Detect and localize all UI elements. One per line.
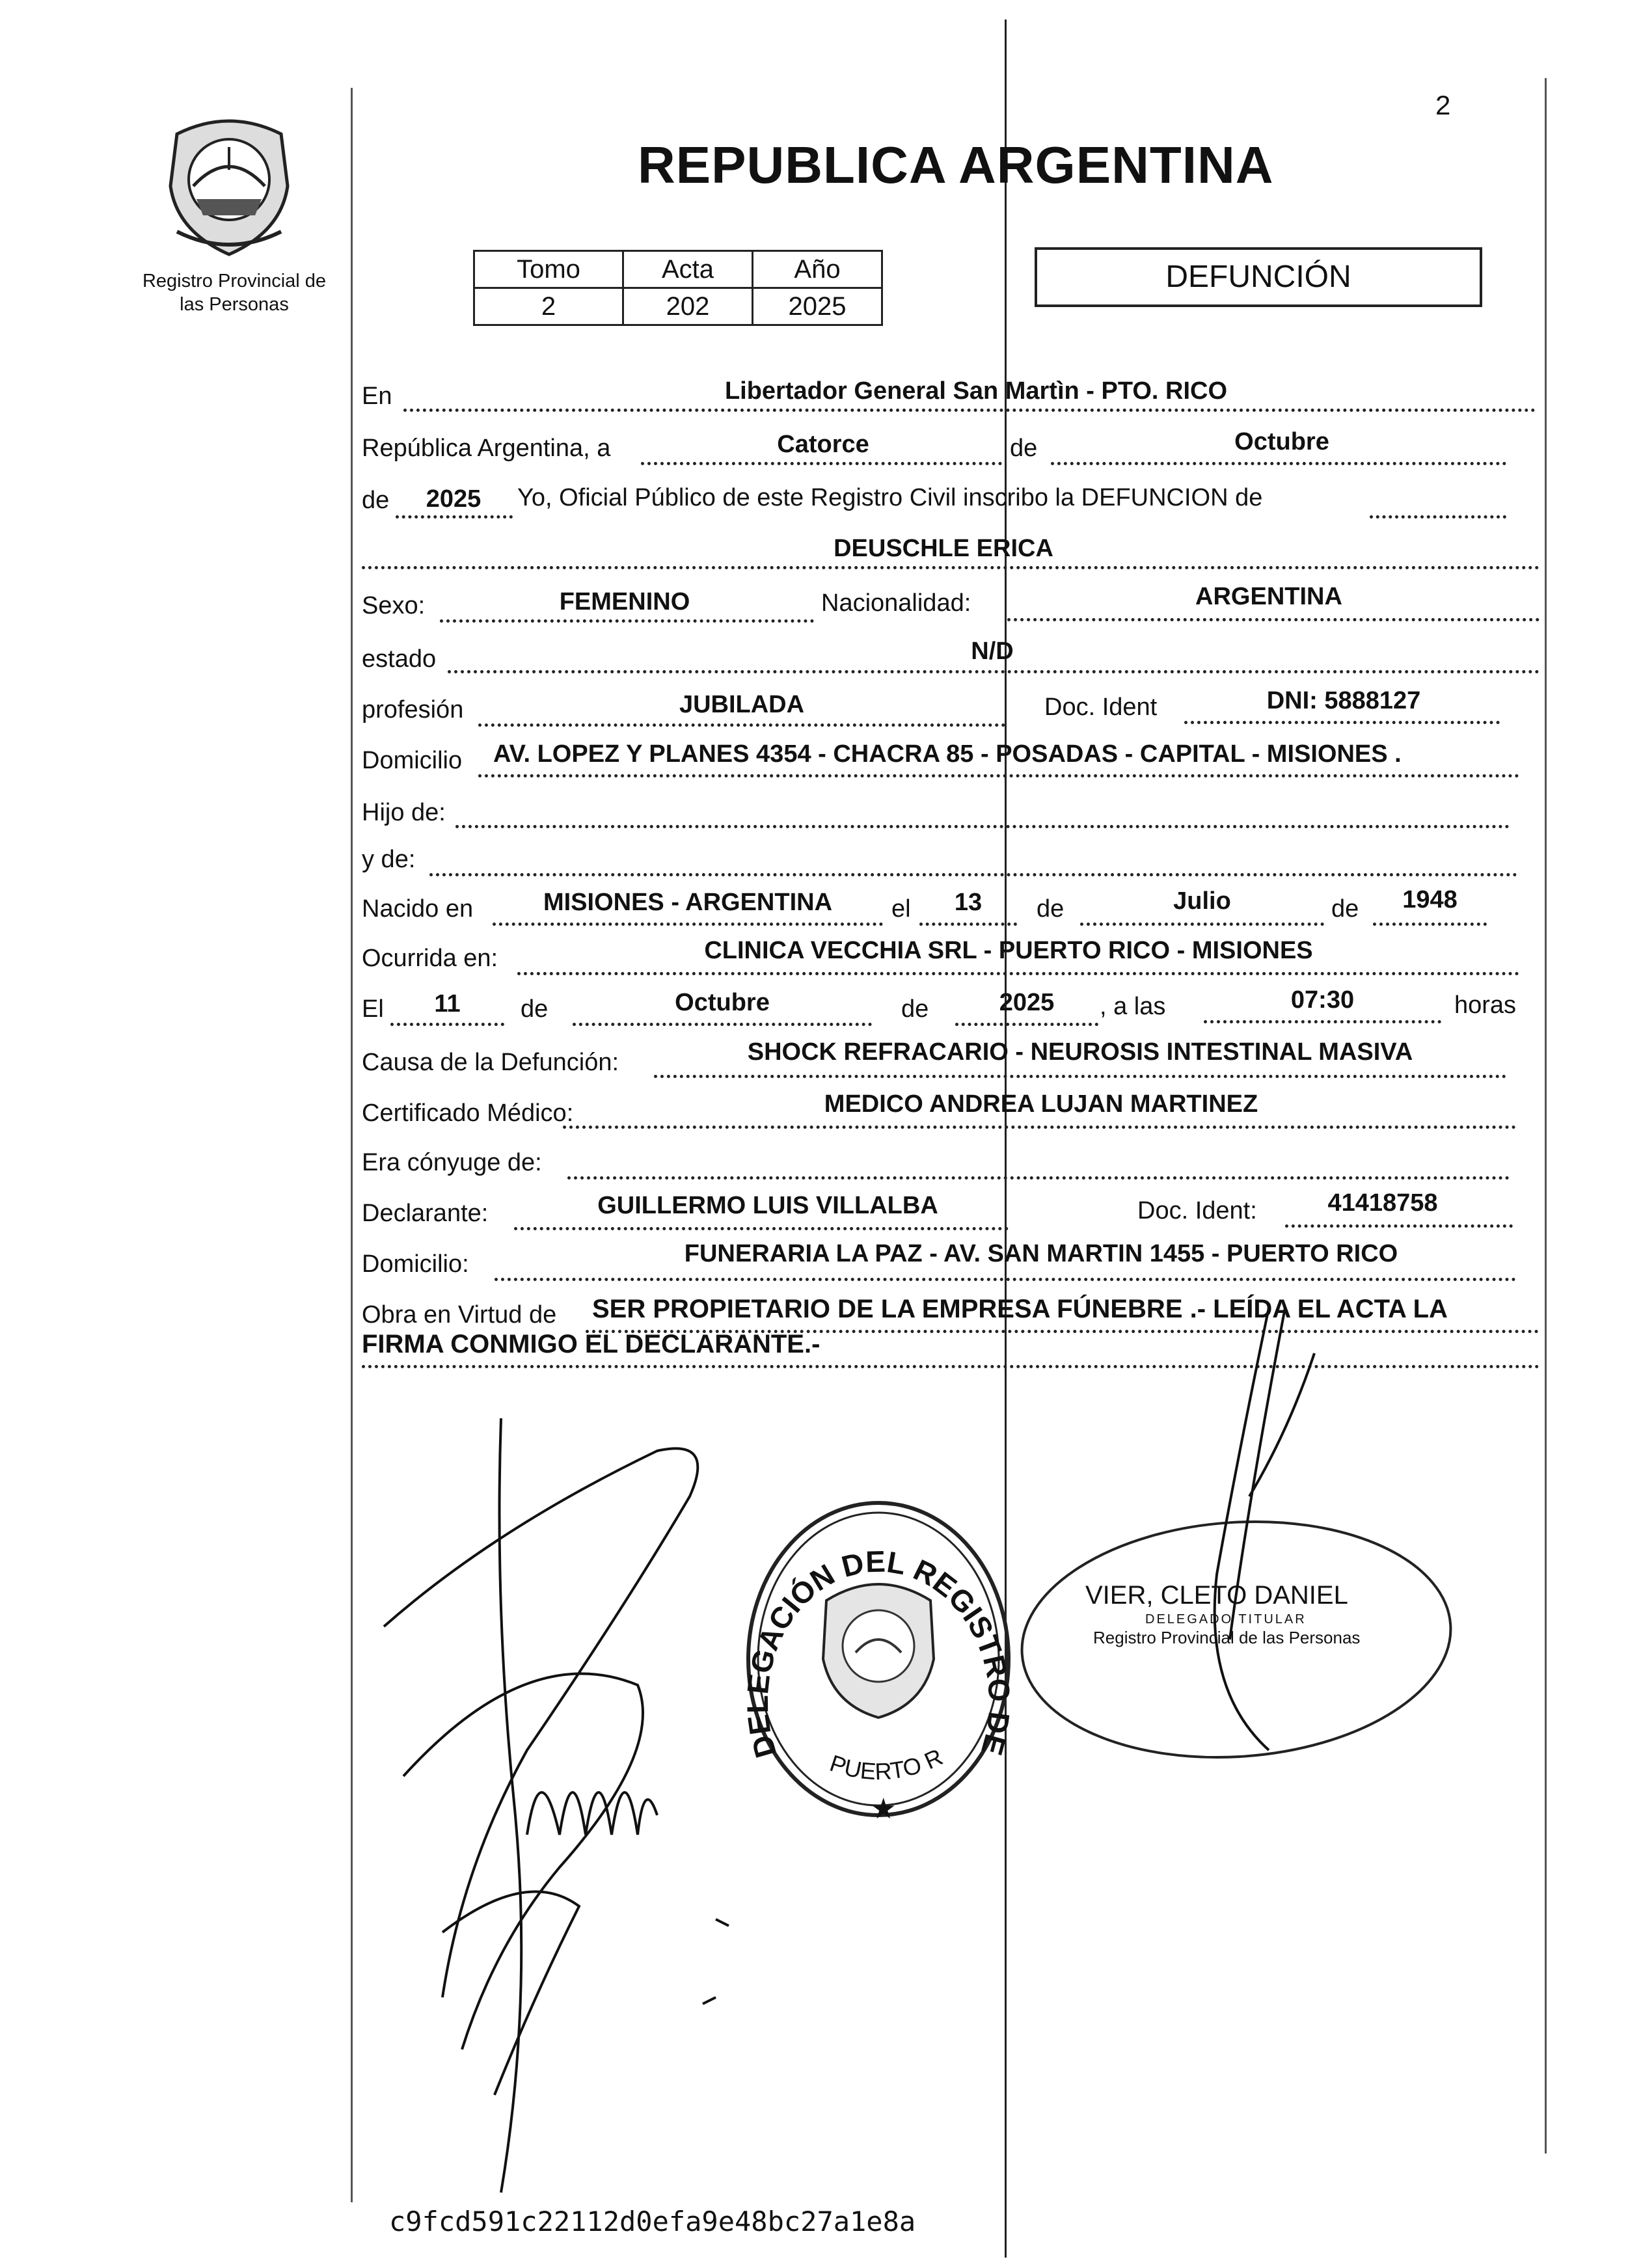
hijo-label: Hijo de: bbox=[362, 799, 446, 826]
causa-label: Causa de la Defunción: bbox=[362, 1049, 619, 1076]
profesion-value: JUBILADA bbox=[679, 691, 805, 718]
el2-label: El bbox=[362, 995, 384, 1023]
doc2-label: Doc. Ident: bbox=[1137, 1197, 1257, 1224]
country-title: REPUBLICA ARGENTINA bbox=[638, 136, 1274, 194]
declarante-label: Declarante: bbox=[362, 1200, 489, 1227]
death-time: 07:30 bbox=[1290, 986, 1355, 1014]
ocurrida-line bbox=[517, 972, 1519, 975]
declarante-line bbox=[514, 1227, 1009, 1230]
domicilio-label: Domicilio bbox=[362, 747, 463, 774]
registry-label: Registro Provincial de las Personas bbox=[142, 271, 327, 315]
de6-label: de bbox=[901, 995, 929, 1023]
de2-label: de bbox=[362, 487, 390, 514]
acta-value: 202 bbox=[623, 288, 753, 325]
declarant-signature bbox=[364, 1412, 820, 2206]
day-line bbox=[641, 462, 1002, 465]
oficial-text: Yo, Oficial Público de este Registro Civil inscribo la DEFUNCION de bbox=[517, 484, 1263, 511]
registry-table bbox=[473, 250, 883, 326]
doc2-line bbox=[1285, 1224, 1513, 1228]
deceased-name: DEUSCHLE ERICA bbox=[834, 535, 1053, 562]
certificado-label: Certificado Médico: bbox=[362, 1100, 574, 1127]
domicilio-value: AV. LOPEZ Y PLANES 4354 - CHACRA 85 - POSADAS - CAPITAL - MISIONES . bbox=[493, 740, 1402, 768]
tomo-value: 2 bbox=[474, 288, 623, 325]
nacido-line bbox=[493, 923, 883, 926]
death-day: 11 bbox=[434, 990, 461, 1018]
obra-value-1: SER PROPIETARIO DE LA EMPRESA FÚNEBRE .- LEÍDA EL ACTA LA bbox=[592, 1295, 1448, 1323]
nacionalidad-line bbox=[1007, 618, 1540, 621]
day-value: Catorce bbox=[777, 431, 869, 458]
birth-month-line bbox=[1080, 923, 1324, 926]
yde-label: y de: bbox=[362, 846, 416, 873]
birth-year: 1948 bbox=[1402, 886, 1458, 913]
profesion-line bbox=[478, 723, 1005, 727]
doc-label: Doc. Ident bbox=[1044, 694, 1158, 721]
nacido-value: MISIONES - ARGENTINA bbox=[543, 889, 833, 916]
act-type-box: DEFUNCIÓN bbox=[1035, 247, 1482, 307]
page-number: 2 bbox=[1435, 90, 1451, 120]
domicilio-line bbox=[478, 774, 1519, 777]
birth-year-line bbox=[1373, 923, 1487, 926]
year-line bbox=[396, 515, 513, 519]
birth-day: 13 bbox=[954, 889, 983, 916]
horas-label: horas bbox=[1454, 992, 1517, 1019]
anio-header: Año bbox=[753, 251, 882, 288]
official-office: Registro Provincial de las Personas bbox=[1093, 1628, 1361, 1647]
alas-label: , a las bbox=[1100, 993, 1166, 1020]
official-role: DELEGADO TITULAR bbox=[1145, 1612, 1307, 1627]
estado-value: N/D bbox=[971, 638, 1014, 665]
official-signature bbox=[1054, 1301, 1327, 1757]
month-line bbox=[1051, 462, 1506, 465]
conyuge-line bbox=[567, 1176, 1510, 1180]
hijo-line bbox=[455, 825, 1510, 828]
nacionalidad-value: ARGENTINA bbox=[1195, 583, 1342, 610]
seal-text: DELEGACIÓN DEL REGISTRO DE bbox=[740, 1544, 1017, 1762]
certificado-value: MEDICO ANDREA LUJAN MARTINEZ bbox=[824, 1090, 1258, 1118]
month-value: Octubre bbox=[1234, 428, 1329, 455]
death-month-line bbox=[573, 1023, 872, 1026]
causa-value: SHOCK REFRACARIO - NEUROSIS INTESTINAL MASIVA bbox=[747, 1038, 1413, 1066]
name-line bbox=[362, 566, 1540, 569]
nacionalidad-label: Nacionalidad: bbox=[821, 589, 971, 617]
tomo-header: Tomo bbox=[474, 251, 623, 288]
de-label: de bbox=[1010, 435, 1038, 462]
center-fold-line bbox=[1005, 20, 1007, 2258]
sexo-label: Sexo: bbox=[362, 592, 426, 619]
en-line bbox=[403, 409, 1536, 412]
official-name: VIER, CLETO DANIEL bbox=[1085, 1581, 1348, 1610]
acta-header: Acta bbox=[623, 251, 753, 288]
domicilio2-label: Domicilio: bbox=[362, 1250, 469, 1278]
republica-label: República Argentina, a bbox=[362, 435, 611, 462]
certificado-line bbox=[563, 1126, 1516, 1129]
seal-bottom-text: PUERTO R bbox=[826, 1743, 947, 1785]
svg-text:★: ★ bbox=[871, 1792, 897, 1826]
doc-line bbox=[1184, 721, 1500, 724]
causa-line bbox=[654, 1075, 1506, 1078]
ocurrida-value: CLINICA VECCHIA SRL - PUERTO RICO - MISIONES bbox=[704, 937, 1313, 964]
obra-line-2 bbox=[362, 1365, 1540, 1368]
left-margin-line bbox=[351, 88, 353, 2202]
province-logo bbox=[151, 108, 307, 258]
el-label: el bbox=[891, 895, 911, 923]
de4-label: de bbox=[1331, 895, 1359, 923]
nacido-label: Nacido en bbox=[362, 895, 474, 923]
de5-label: de bbox=[521, 995, 549, 1023]
estado-line bbox=[448, 670, 1540, 673]
en-label: En bbox=[362, 383, 392, 410]
birth-day-line bbox=[919, 923, 1017, 926]
domicilio2-value: FUNERARIA LA PAZ - AV. SAN MARTIN 1455 - PUERTO RICO bbox=[684, 1240, 1398, 1267]
declarante-value: GUILLERMO LUIS VILLALBA bbox=[597, 1192, 938, 1219]
death-time-line bbox=[1204, 1020, 1441, 1023]
sexo-value: FEMENINO bbox=[559, 588, 690, 615]
right-margin-line bbox=[1545, 78, 1547, 2153]
death-year: 2025 bbox=[999, 989, 1055, 1016]
doc-value: DNI: 5888127 bbox=[1266, 687, 1421, 714]
document-hash: c9fcd591c22112d0efa9e48bc27a1e8a bbox=[389, 2206, 916, 2237]
sexo-line bbox=[440, 619, 814, 623]
yde-line bbox=[429, 873, 1517, 876]
death-year-line bbox=[955, 1023, 1098, 1026]
conyuge-label: Era cónyuge de: bbox=[362, 1149, 542, 1176]
oficial-line bbox=[1370, 515, 1506, 519]
obra-label: Obra en Virtud de bbox=[362, 1301, 557, 1329]
death-month: Octubre bbox=[675, 989, 770, 1016]
birth-month: Julio bbox=[1173, 887, 1231, 915]
year-value: 2025 bbox=[426, 485, 482, 513]
en-value: Libertador General San Martìn - PTO. RICO bbox=[724, 377, 1228, 405]
domicilio2-line bbox=[495, 1278, 1516, 1281]
de3-label: de bbox=[1037, 895, 1065, 923]
profesion-label: profesión bbox=[362, 696, 464, 723]
estado-label: estado bbox=[362, 645, 437, 673]
death-day-line bbox=[390, 1023, 504, 1026]
obra-value-2: FIRMA CONMIGO EL DECLARANTE.- bbox=[362, 1330, 821, 1358]
anio-value: 2025 bbox=[753, 288, 882, 325]
doc2-value: 41418758 bbox=[1327, 1189, 1438, 1217]
ocurrida-label: Ocurrida en: bbox=[362, 945, 498, 972]
